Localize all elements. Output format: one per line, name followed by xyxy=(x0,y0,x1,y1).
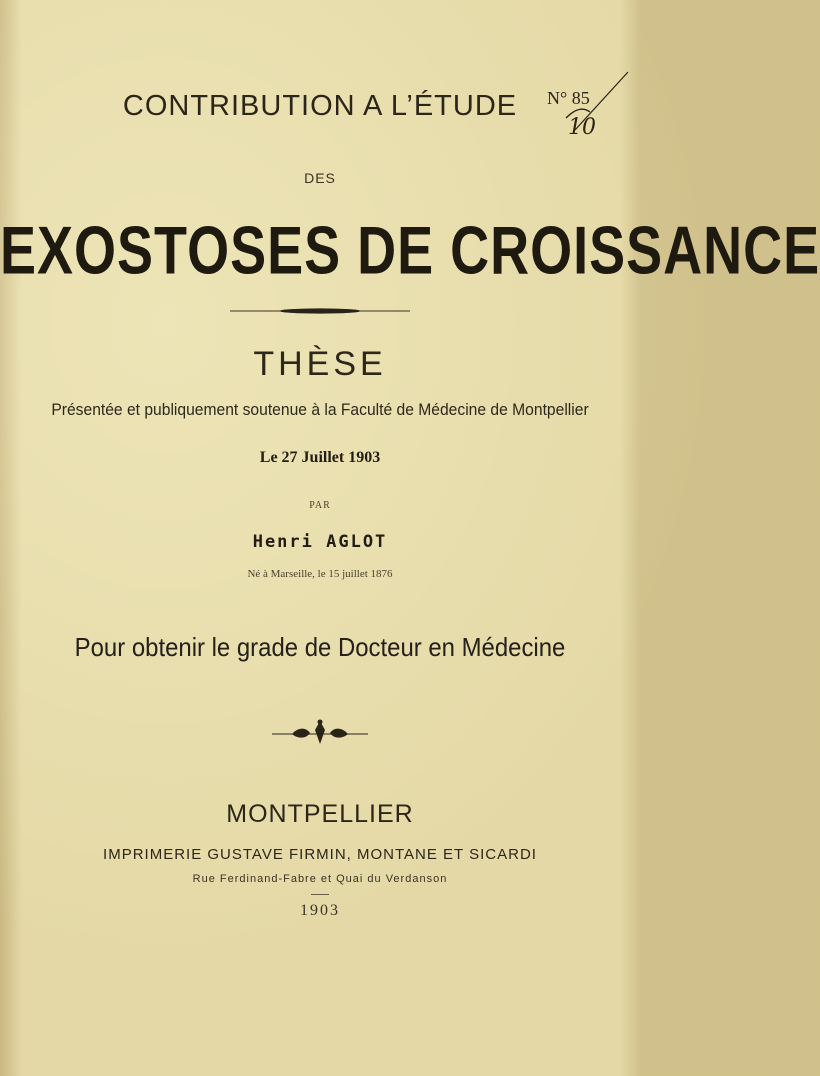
degree-purpose: Pour obtenir le grade de Docteur en Médecine xyxy=(74,632,566,662)
ornamental-rule xyxy=(230,307,410,315)
city: MONTPELLIER xyxy=(226,800,414,828)
presentation-line: Présentée et publiquement soutenue à la Faculté de Médecine de Montpellier xyxy=(51,400,589,419)
title-line-2: DES xyxy=(304,170,336,186)
title-line-1: CONTRIBUTION A L’ÉTUDE xyxy=(122,90,518,122)
shelf-mark-stroke xyxy=(530,70,630,180)
separator-dash xyxy=(311,894,329,895)
by-label: PAR xyxy=(309,500,331,511)
author-name: Henri AGLOT xyxy=(252,532,388,552)
printer-address: Rue Ferdinand-Fabre et Quai du Verdanson xyxy=(192,873,448,885)
publication-year: 1903 xyxy=(300,902,340,919)
printer: IMPRIMERIE GUSTAVE FIRMIN, MONTANE ET SICARDI xyxy=(103,846,537,863)
document-type: THÈSE xyxy=(253,345,387,383)
fleuron-ornament xyxy=(270,718,370,746)
author-birth: Né à Marseille, le 15 juillet 1876 xyxy=(247,568,393,580)
shelf-mark-handwritten: 10 xyxy=(568,115,596,140)
shelf-mark-number: N° 85 xyxy=(547,88,590,108)
defense-date: Le 27 Juillet 1903 xyxy=(259,449,381,466)
main-title: EXOSTOSES DE CROISSANCE xyxy=(0,213,820,289)
